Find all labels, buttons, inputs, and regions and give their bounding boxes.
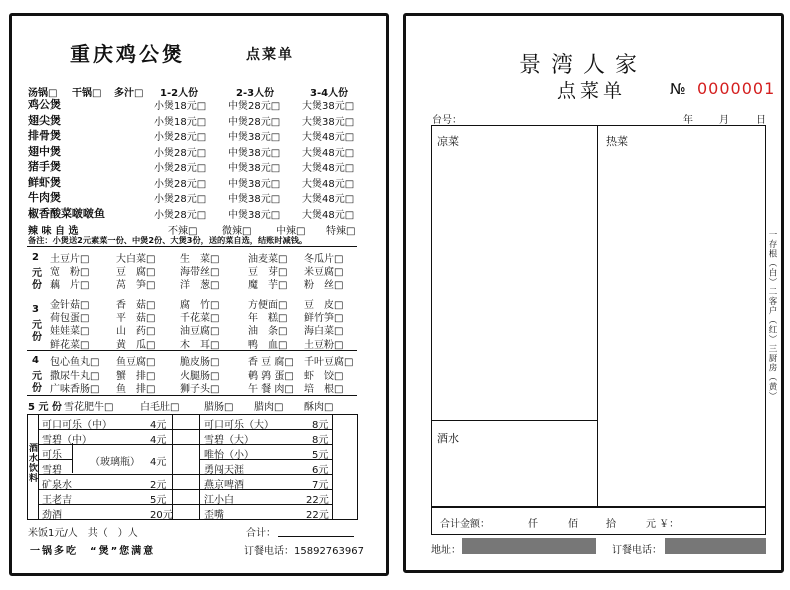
side-item[interactable]: 广味香肠□ (50, 384, 100, 395)
divider (27, 246, 357, 247)
drinks-row-line (38, 474, 332, 475)
pot-size-large[interactable]: 大煲48元□ (302, 163, 355, 174)
drinks-label-char: 水 (29, 454, 39, 464)
pot-size-small[interactable]: 小煲28元□ (154, 178, 207, 190)
side-item[interactable]: 豆 腐□ (116, 267, 156, 278)
side-item[interactable]: 海带丝□ (180, 267, 220, 278)
side-item[interactable]: 冬瓜片□ (304, 254, 344, 265)
side-item[interactable]: 腊肉□ (254, 402, 284, 413)
left-title: 重庆鸡公煲 (70, 42, 185, 66)
drink-name[interactable]: 雪碧（大） (204, 435, 254, 446)
pot-size-large[interactable]: 大煲48元□ (302, 178, 355, 190)
year-label: 年 (683, 115, 693, 126)
pot-name: 椒香酸菜啵啵鱼 (28, 206, 105, 220)
side-price-label: 份 (32, 383, 42, 395)
address-label: 地址： (431, 545, 461, 556)
drink-name[interactable]: 勇闯天涯 (204, 465, 244, 476)
unit-label: 佰 (568, 519, 578, 530)
pot-size-small[interactable]: 小煲28元□ (154, 194, 207, 205)
pot-name: 翅尖煲 (28, 113, 61, 127)
spicy-option[interactable]: 特辣□ (326, 226, 356, 237)
side-price-label: 元 (32, 371, 42, 383)
glass-bottle-label: （玻璃瓶） (90, 457, 140, 468)
side-item[interactable]: 平 菇□ (116, 313, 156, 325)
side-item[interactable]: 黄 瓜□ (116, 339, 156, 351)
spicy-label: 辣 味 自 选 (28, 226, 79, 237)
side-item[interactable]: 鸭 血□ (248, 339, 288, 351)
side-item[interactable]: 大白菜□ (116, 254, 156, 265)
order-number: 0000001 (697, 79, 776, 98)
pot-size-medium[interactable]: 中煲28元□ (228, 116, 281, 128)
spicy-option[interactable]: 中辣□ (276, 226, 306, 237)
drink-price: 2元 (150, 480, 167, 491)
pot-name: 翅中煲 (28, 144, 61, 158)
side-item[interactable]: 藕 片□ (50, 280, 90, 291)
day-label: 日 (756, 115, 766, 126)
side-item[interactable]: 莴 笋□ (116, 280, 156, 291)
pot-name: 排骨煲 (28, 129, 61, 142)
drink-name[interactable]: 可口可乐（大） (204, 420, 274, 431)
pot-name: 猪手煲 (28, 160, 61, 173)
left-phone: 订餐电话：15892763967 (244, 546, 364, 557)
pot-name: 鸡公煲 (28, 98, 61, 111)
side-item[interactable]: 雪花肥牛□ (64, 402, 114, 413)
pot-size-medium[interactable]: 中煲38元□ (228, 163, 281, 174)
drink-name[interactable]: 燕京啤酒 (204, 480, 244, 491)
divider (27, 350, 357, 351)
side-price-label: 份 (32, 279, 42, 291)
rice-count[interactable]: 米饭1元/人 共（ ）人 (28, 528, 138, 539)
drink-name[interactable]: 可乐 (42, 450, 62, 461)
side-item[interactable]: 娃娃菜□ (50, 326, 90, 338)
phone-redacted (665, 538, 766, 554)
size-header: 2-3人份 (236, 88, 275, 99)
drink-name[interactable]: 可口可乐（中） (42, 420, 112, 431)
number-prefix: № (670, 80, 686, 98)
side-item[interactable]: 金针菇□ (50, 300, 90, 311)
order-grid-divider (597, 125, 598, 507)
total-label: 合计： (246, 528, 276, 539)
drink-name[interactable]: 江小白 (204, 495, 234, 506)
pot-size-small[interactable]: 小煲18元□ (154, 116, 207, 128)
drink-price: 6元 (312, 465, 329, 476)
drink-name[interactable]: 矿泉水 (42, 480, 72, 491)
pot-size-medium[interactable]: 中煲38元□ (228, 209, 281, 221)
drink-name[interactable]: 王老吉 (42, 495, 72, 506)
spicy-note: 备注：小煲送2元素菜一份、中煲2份、大煲3份，送的菜自选，结账时减钱。 (28, 235, 308, 245)
side-item[interactable]: 洋 葱□ (180, 280, 220, 291)
side-item[interactable]: 鲜竹笋□ (304, 313, 344, 325)
slogan: 一锅多吃 “煲”您满意 (30, 546, 156, 557)
pot-size-medium[interactable]: 中煲38元□ (228, 147, 281, 159)
pot-name: 牛肉煲 (28, 191, 61, 204)
drinks-col (72, 443, 73, 473)
total-line[interactable] (278, 536, 354, 537)
drink-name[interactable]: 歪嘴 (204, 510, 224, 521)
drinks-label-char: 料 (29, 474, 39, 484)
side-item[interactable]: 腊肠□ (204, 402, 234, 413)
unit-label: 元 ￥： (646, 519, 680, 530)
month-label: 月 (719, 115, 729, 126)
drinks-label-char: 饮 (29, 464, 39, 474)
drinks-row-line (38, 504, 332, 505)
order-grid-divider (431, 420, 597, 421)
side-price-label: 份 (32, 332, 42, 344)
side-item[interactable]: 撒尿牛丸□ (50, 370, 100, 382)
side-item[interactable]: 虾 饺□ (304, 370, 344, 382)
order-grid (431, 125, 766, 507)
pot-size-large[interactable]: 大煲48元□ (302, 194, 355, 205)
sides5-label: 5 元 份 (28, 402, 62, 413)
side-item[interactable]: 火腿肠□ (180, 370, 220, 382)
pot-size-small[interactable]: 小煲28元□ (154, 132, 207, 143)
drink-price: 8元 (312, 435, 329, 446)
drink-name[interactable]: 雪碧（中） (42, 435, 92, 446)
side-item[interactable]: 山 药□ (116, 326, 156, 338)
side-item[interactable]: 千叶豆腐□ (304, 357, 354, 368)
side-item[interactable]: 油豆腐□ (180, 326, 220, 338)
side-item[interactable]: 香 菇□ (116, 300, 156, 311)
side-item[interactable]: 油 条□ (248, 326, 288, 338)
side-item[interactable]: 海白菜□ (304, 326, 344, 338)
pot-size-medium[interactable]: 中煲28元□ (228, 101, 281, 112)
pot-size-medium[interactable]: 中煲38元□ (228, 132, 281, 143)
pot-size-small[interactable]: 小煲28元□ (154, 163, 207, 174)
side-item[interactable]: 豆 芽□ (248, 267, 288, 278)
side-price-label: 元 (32, 267, 42, 279)
pot-size-large[interactable]: 大煲38元□ (302, 116, 355, 128)
side-item[interactable]: 米豆腐□ (304, 267, 344, 278)
pot-name: 鲜虾煲 (28, 175, 61, 189)
divider (27, 395, 357, 396)
side-price-label: 3 (32, 304, 39, 316)
side-item[interactable]: 木 耳□ (180, 339, 220, 351)
pot-size-large[interactable]: 大煲48元□ (302, 147, 355, 159)
drink-price: 5元 (150, 495, 167, 506)
soup-option[interactable]: 汤锅□ (28, 88, 58, 99)
side-item[interactable]: 生 菜□ (180, 254, 220, 265)
side-item[interactable]: 鹌 鹑 蛋□ (248, 370, 294, 382)
drink-price: 4元 (150, 435, 167, 446)
size-header: 1-2人份 (160, 88, 199, 99)
side-item[interactable]: 蟹 排□ (116, 370, 156, 382)
drink-price: 22元 (306, 495, 329, 506)
unit-label: 拾 (606, 519, 616, 530)
unit-label: 仟 (528, 519, 538, 530)
size-header: 3-4人份 (310, 88, 349, 99)
side-item[interactable]: 包心鱼丸□ (50, 357, 100, 368)
side-price-label: 2 (32, 251, 39, 263)
pot-size-medium[interactable]: 中煲38元□ (228, 194, 281, 205)
side-item[interactable]: 土豆粉□ (304, 339, 344, 351)
spicy-option[interactable]: 不辣□ (168, 226, 198, 237)
right-subtitle: 点菜单 (557, 80, 627, 102)
right-title: 景湾人家 (519, 53, 648, 78)
side-item[interactable]: 千花菜□ (180, 313, 220, 325)
side-item[interactable]: 豆 皮□ (304, 300, 344, 311)
drink-price: 5元 (312, 450, 329, 461)
total-amount-label: 合计金额： (440, 519, 490, 530)
drink-price: 4元 (150, 420, 167, 431)
glass-bottle-price: 4元 (150, 457, 167, 468)
drinks-col (332, 414, 333, 520)
pot-size-large[interactable]: 大煲48元□ (302, 132, 355, 143)
soup-option[interactable]: 多汁□ (114, 88, 144, 99)
side-item[interactable]: 酥肉□ (304, 402, 334, 413)
pot-size-large[interactable]: 大煲48元□ (302, 209, 355, 221)
drinks-label-char: 酒 (29, 444, 39, 454)
side-item[interactable]: 魔 芋□ (248, 280, 288, 291)
drink-price: 22元 (306, 510, 329, 521)
drink-name[interactable]: 劲酒 (42, 510, 62, 521)
drink-price: 8元 (312, 420, 329, 431)
side-item[interactable]: 鲜花菜□ (50, 339, 90, 351)
drink-name[interactable]: 唯怡（小） (204, 450, 254, 461)
side-item[interactable]: 香 豆 腐□ (248, 357, 294, 368)
side-item[interactable]: 午 餐 肉□ (248, 384, 294, 395)
side-item[interactable]: 宽 粉□ (50, 267, 90, 278)
phone-label: 订餐电话： (612, 545, 662, 556)
drink-price: 20元 (150, 510, 173, 521)
side-item[interactable]: 培 根□ (304, 384, 344, 395)
side-item[interactable]: 白毛肚□ (140, 402, 180, 413)
side-item[interactable]: 鱼豆腐□ (116, 357, 156, 368)
side-item[interactable]: 鱼 排□ (116, 384, 156, 395)
side-item[interactable]: 土豆片□ (50, 254, 90, 265)
side-item[interactable]: 狮子头□ (180, 384, 220, 395)
drinks-row-line (38, 489, 332, 490)
side-item[interactable]: 荷包蛋□ (50, 313, 90, 325)
pot-size-small[interactable]: 小煲18元□ (154, 101, 207, 112)
side-item[interactable]: 腐 竹□ (180, 300, 220, 311)
hot-dishes-label: 热菜 (606, 135, 628, 148)
drink-price: 7元 (312, 480, 329, 491)
pot-size-large[interactable]: 大煲38元□ (302, 101, 355, 112)
pot-size-medium[interactable]: 中煲38元□ (228, 178, 281, 190)
side-item[interactable]: 脆皮肠□ (180, 357, 220, 368)
side-item[interactable]: 粉 丝□ (304, 280, 344, 291)
drink-name[interactable]: 雪碧 (42, 465, 62, 476)
copy-distribution: 一存根（白）二客户（红）三厨房（黄） (767, 230, 777, 401)
left-subtitle: 点菜单 (246, 47, 294, 63)
table-number-label[interactable]: 台号： (432, 115, 462, 126)
side-price-label: 4 (32, 355, 39, 367)
spicy-option[interactable]: 微辣□ (222, 226, 252, 237)
drinks-label (29, 444, 38, 484)
side-item[interactable]: 油麦菜□ (248, 254, 288, 265)
pot-size-small[interactable]: 小煲28元□ (154, 209, 207, 221)
side-item[interactable]: 年 糕□ (248, 313, 288, 325)
drinks-section-label: 酒水 (437, 432, 459, 445)
address-redacted (462, 538, 596, 554)
side-price-label: 元 (32, 320, 42, 332)
side-item[interactable]: 方便面□ (248, 300, 288, 311)
soup-option[interactable]: 干锅□ (72, 88, 102, 99)
cold-dishes-label: 凉菜 (437, 135, 459, 148)
pot-size-small[interactable]: 小煲28元□ (154, 147, 207, 159)
